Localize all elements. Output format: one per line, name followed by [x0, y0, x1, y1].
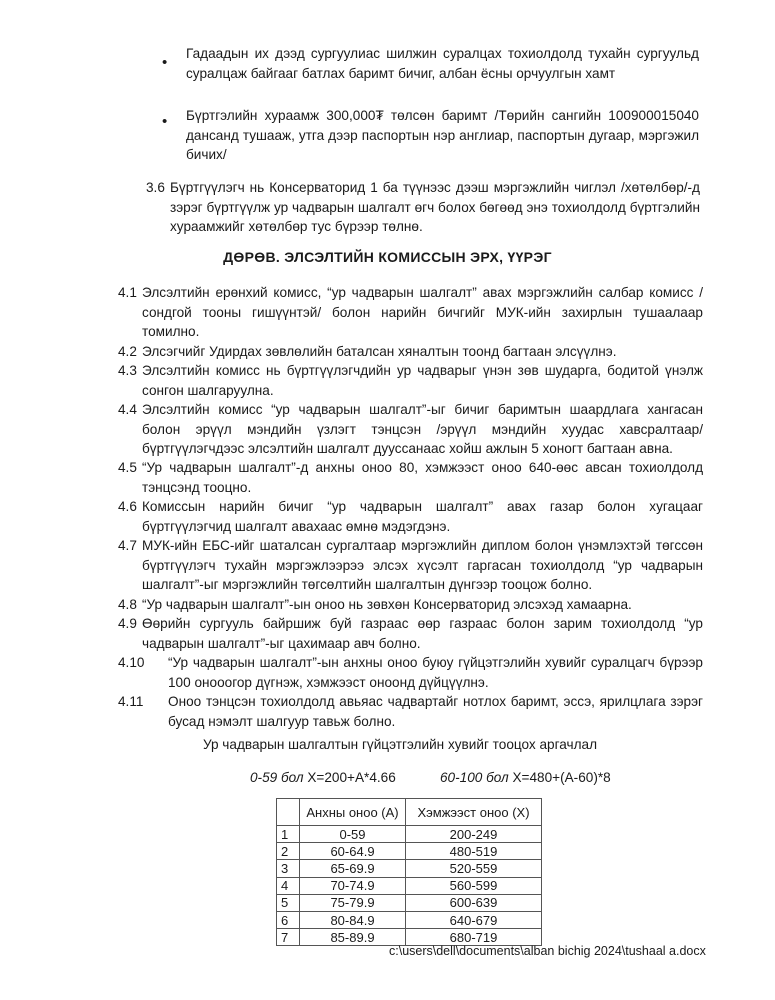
bullet-marker: • [162, 54, 168, 71]
item-number: 4.8 [118, 597, 137, 612]
formula-range: 60-100 бол [440, 770, 509, 785]
score-conversion-table [276, 798, 542, 946]
item-text: Элсэлтийн комисс нь бүртгүүлэгчдийн ур чадварыг үнэн зөв шударга, бодитой үнэлж сонгон шалгаруулна. [142, 363, 703, 398]
table-row [277, 894, 542, 911]
file-path-footer: c:\users\dell\documents\alban bichig 2024\tushaal a.docx [389, 944, 706, 958]
row-index: 4 [277, 877, 300, 894]
row-index: 5 [277, 894, 300, 911]
scaled-score: 680-719 [406, 929, 542, 946]
item-text: Элсэгчийг Удирдах зөвлөлийн баталсан хяналтын тоонд багтаан элсүүлнэ. [142, 344, 617, 359]
raw-score: 75-79.9 [300, 894, 406, 911]
table-header-row [277, 799, 542, 826]
row-index: 3 [277, 860, 300, 877]
item-number: 3.6 [146, 180, 165, 195]
table-row [277, 860, 542, 877]
scaled-score: 480-519 [406, 843, 542, 860]
table-header-cell [277, 799, 300, 826]
bullet-item: Бүртгэлийн хураамж 300,000₮ төлсөн баримт /Төрийн сангийн 100900015040 дансанд тушааж, утга дээр паспортын нэр англиар, паспортын дугаар, мэргэжил бичих/ [186, 108, 699, 162]
formula-expression: X=480+(A-60)*8 [508, 770, 611, 785]
row-index: 7 [277, 929, 300, 946]
item-text: Бүртгүүлэгч нь Консерваторид 1 ба түүнээс дээш мэргэжлийн чиглэл /хөтөлбөр/-д зэрэг бүртгүүлж ур чадварын шалгалт өгч болох бөгөөд энэ тохиолдолд бүртгэлийн хураамжийг хөтөлбөр тус бүрээр төлнө. [170, 180, 700, 234]
item-number: 4.4 [118, 402, 137, 417]
table-row [277, 843, 542, 860]
scaled-score: 200-249 [406, 826, 542, 843]
scaled-score: 640-679 [406, 911, 542, 928]
raw-score: 60-64.9 [300, 843, 406, 860]
formula-range: 0-59 бол [250, 770, 304, 785]
item-number: 4.7 [118, 538, 137, 553]
item-number: 4.10 [118, 655, 145, 670]
item-number: 4.2 [118, 344, 137, 359]
raw-score: 0-59 [300, 826, 406, 843]
row-index: 2 [277, 843, 300, 860]
scaled-score: 600-639 [406, 894, 542, 911]
scaled-score: 560-599 [406, 877, 542, 894]
table-row [277, 877, 542, 894]
table-caption: Ур чадварын шалгалтын гүйцэтгэлийн хувийг тооцох аргачлал [202, 737, 598, 752]
row-index: 1 [277, 826, 300, 843]
item-text: Өөрийн сургууль байршиж буй газраас өөр газраас болон зарим тохиолдолд “ур чадварын шалгалт”-ыг цахимаар авч болно. [142, 616, 703, 651]
table-header-cell: Анхны оноо (А) [300, 799, 406, 826]
formula-high [440, 770, 611, 785]
item-text: МУК-ийн ЕБС-ийг шаталсан сургалтаар мэргэжлийн диплом болон үнэмлэхтэй төгссөн бүртгүүлэгч тухайн мэргэжлээрээ элсэх хүсэлт гаргасан тохиолдолд “ур чадварын шалгалт”-ыг мэргэжлийн төгсөлтийн шалгалтын дүнгээр тооцож болно. [142, 538, 703, 592]
section-heading: ДӨРӨВ. ЭЛСЭЛТИЙН КОМИССЫН ЭРХ, ҮҮРЭГ [223, 249, 552, 265]
raw-score: 80-84.9 [300, 911, 406, 928]
item-number: 4.6 [118, 499, 137, 514]
item-number: 4.9 [118, 616, 137, 631]
scaled-score: 520-559 [406, 860, 542, 877]
row-index: 6 [277, 911, 300, 928]
table-row [277, 826, 542, 843]
item-text: Комиссын нарийн бичиг “ур чадварын шалгалт” авах газар болон хугацааг бүртгүүлэгчид шалгалт авахаас өмнө мэдэгдэнэ. [142, 499, 703, 534]
formula-low [250, 770, 396, 785]
raw-score: 85-89.9 [300, 929, 406, 946]
item-text: Элсэлтийн ерөнхий комисс, “ур чадварын шалгалт” авах мэргэжлийн салбар комисс /сондгой тооны гишүүнтэй/ болон нарийн бичгийг МУК-ийн захирлын тушаалаар томилно. [142, 285, 703, 339]
item-text: Элсэлтийн комисс “ур чадварын шалгалт”-ыг бичиг баримтын шаардлага хангасан болон эрүүл мэндийн үзлэгт тэнцсэн /эрүүл мэндийн хуудас хавсралтаар/ бүртгүүлэгчдээс элсэлтийн шалгалт дуусcaнаас хойш ажлын 5 хоногт багтаан авна. [142, 402, 703, 456]
raw-score: 70-74.9 [300, 877, 406, 894]
item-text: “Ур чадварын шалгалт”-д анхны оноо 80, хэмжээст оноо 640-өөс авсан тохиолдолд тэнцсэнд тооцно. [142, 460, 703, 495]
item-text: Оноо тэнцсэн тохиолдолд авьяас чадвартайг нотлох баримт, эссэ, ярилцлага зэрэг бусад нэмэлт шалгуур тавьж болно. [168, 694, 703, 729]
raw-score: 65-69.9 [300, 860, 406, 877]
table-row [277, 911, 542, 928]
bullet-marker: • [162, 113, 168, 130]
item-text: “Ур чадварын шалгалт”-ын оноо нь зөвхөн Консерваторид элсэхэд хамаарна. [142, 597, 632, 612]
item-number: 4.11 [118, 694, 144, 709]
table-header-cell: Хэмжээст оноо (X) [406, 799, 542, 826]
bullet-item: Гадаадын их дээд сургуулиас шилжин суралцах тохиолдолд тухайн сургуульд суралцаж байгааг батлах баримт бичиг, албан ёсны орчуулгын хамт [186, 46, 699, 81]
formula-expression: X=200+A*4.66 [303, 770, 396, 785]
item-number: 4.3 [118, 363, 137, 378]
item-number: 4.5 [118, 460, 137, 475]
item-text: “Ур чадварын шалгалт”-ын анхны оноо буюу гүйцэтгэлийн хувийг суралцагч бүрээр 100 онооогор дүгнэж, хэмжээст оноонд дүйцүүлнэ. [168, 655, 703, 690]
item-number: 4.1 [118, 285, 137, 300]
